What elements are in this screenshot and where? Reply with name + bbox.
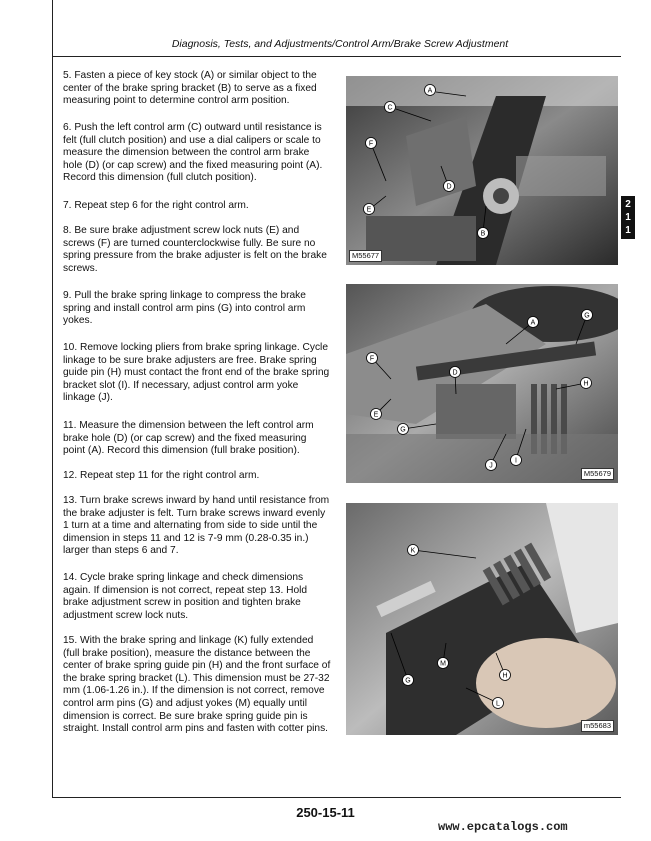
svg-text:G: G bbox=[400, 426, 406, 434]
frame-line-top bbox=[52, 0, 53, 56]
running-header: Diagnosis, Tests, and Adjustments/Control Arm/Brake Screw Adjustment bbox=[171, 38, 509, 50]
svg-text:I: I bbox=[515, 457, 517, 465]
svg-text:J: J bbox=[489, 462, 493, 470]
header-rule bbox=[52, 56, 621, 57]
svg-text:E: E bbox=[366, 206, 372, 214]
figure-3-photo bbox=[346, 503, 618, 735]
page-number: 250-15-11 bbox=[296, 805, 355, 820]
footer-rule bbox=[52, 797, 621, 798]
section-tab-digit-2: 1 bbox=[625, 212, 631, 223]
step-14: 14. Cycle brake spring linkage and check dimensions again. If dimension is not correct, repeat step 13. Hold brake adjustment screw in position and tighten brake adjustment screw lock nuts. bbox=[63, 572, 308, 621]
svg-text:E: E bbox=[373, 411, 379, 419]
svg-text:C: C bbox=[387, 104, 393, 112]
step-11: 11. Measure the dimension between the left control arm brake hole (D) (or cap screw) and the fixed measuring point (A). Record this dimension (full brake position). bbox=[63, 420, 314, 457]
step-15: 15. With the brake spring and linkage (K) fully extended (full brake position), measure the distance between the center of brake spring guide pin (H) and the front surface of the brake spring bracket (L). This dimension must be 27-32 mm (1.06-1.26 in.). If the dimension is not correct, remove control arm pins (G) and adjust yokes (M) equally until dimension is correct. Be sure brake spring guide pin is straight. Install control arm pins and fasten with cotter pins. bbox=[63, 635, 331, 735]
svg-text:G: G bbox=[584, 312, 590, 320]
figure-2-drawing bbox=[346, 284, 618, 483]
svg-text:F: F bbox=[368, 140, 374, 148]
svg-text:G: G bbox=[405, 677, 411, 685]
section-tab-digit-3: 1 bbox=[625, 225, 631, 236]
svg-text:A: A bbox=[530, 319, 536, 327]
section-tab-digit-1: 2 bbox=[625, 199, 631, 210]
svg-text:K: K bbox=[410, 547, 416, 555]
figure-3-drawing bbox=[346, 503, 618, 735]
step-6: 6. Push the left control arm (C) outward until resistance is felt (full clutch position) and use a dial calipers or scale to measure the dimension between the control arm brake hole (D) (or cap screw) and the fixed measuring point (A). Record this dimension (full clutch position). bbox=[63, 122, 323, 184]
figure-2-photo bbox=[346, 284, 618, 483]
svg-text:M: M bbox=[440, 660, 446, 668]
watermark: www.epcatalogs.com bbox=[438, 820, 568, 834]
step-9: 9. Pull the brake spring linkage to compress the brake spring and install control arm pins (G) into control arm yokes. bbox=[63, 290, 306, 327]
svg-text:D: D bbox=[452, 369, 458, 377]
step-5: 5. Fasten a piece of key stock (A) or similar object to the center of the brake spring bracket (B) to serve as a fixed measuring point to determine control arm position. bbox=[63, 70, 317, 107]
figure-1-photo bbox=[346, 76, 618, 265]
svg-text:H: H bbox=[502, 672, 508, 680]
svg-text:H: H bbox=[583, 380, 589, 388]
figure-2-code: M55679 bbox=[581, 468, 614, 480]
figure-1-drawing bbox=[346, 76, 618, 265]
svg-text:B: B bbox=[480, 230, 486, 238]
step-13: 13. Turn brake screws inward by hand until resistance from the brake adjuster is felt. Turn brake screws inward evenly 1 turn at a time and alternating from side to side until the dimension in steps 11 and 12 is 7-9 mm (0.28-0.35 in.) larger than steps 6 and 7. bbox=[63, 495, 330, 557]
step-8: 8. Be sure brake adjustment screw lock nuts (E) and screws (F) are turned counterclockwise fully. Be sure no spring pressure from the brake adjuster is felt on the brake screws. bbox=[63, 225, 327, 274]
section-tab bbox=[621, 196, 635, 239]
svg-text:D: D bbox=[446, 183, 452, 191]
svg-text:L: L bbox=[496, 700, 500, 708]
step-7: 7. Repeat step 6 for the right control arm. bbox=[63, 200, 249, 211]
figure-1-code: M55677 bbox=[349, 250, 382, 262]
frame-line-left bbox=[52, 56, 53, 798]
figure-3-code: m55683 bbox=[581, 720, 614, 732]
svg-text:A: A bbox=[427, 87, 433, 95]
step-12: 12. Repeat step 11 for the right control arm. bbox=[63, 470, 260, 481]
svg-text:F: F bbox=[369, 355, 375, 363]
step-10: 10. Remove locking pliers from brake spring linkage. Cycle linkage to be sure brake adjusters are free. Brake spring guide pin (H) must contact the front end of the brake spring bracket slot (I). If necessary, adjust control arm yoke linkage (J). bbox=[63, 342, 330, 404]
